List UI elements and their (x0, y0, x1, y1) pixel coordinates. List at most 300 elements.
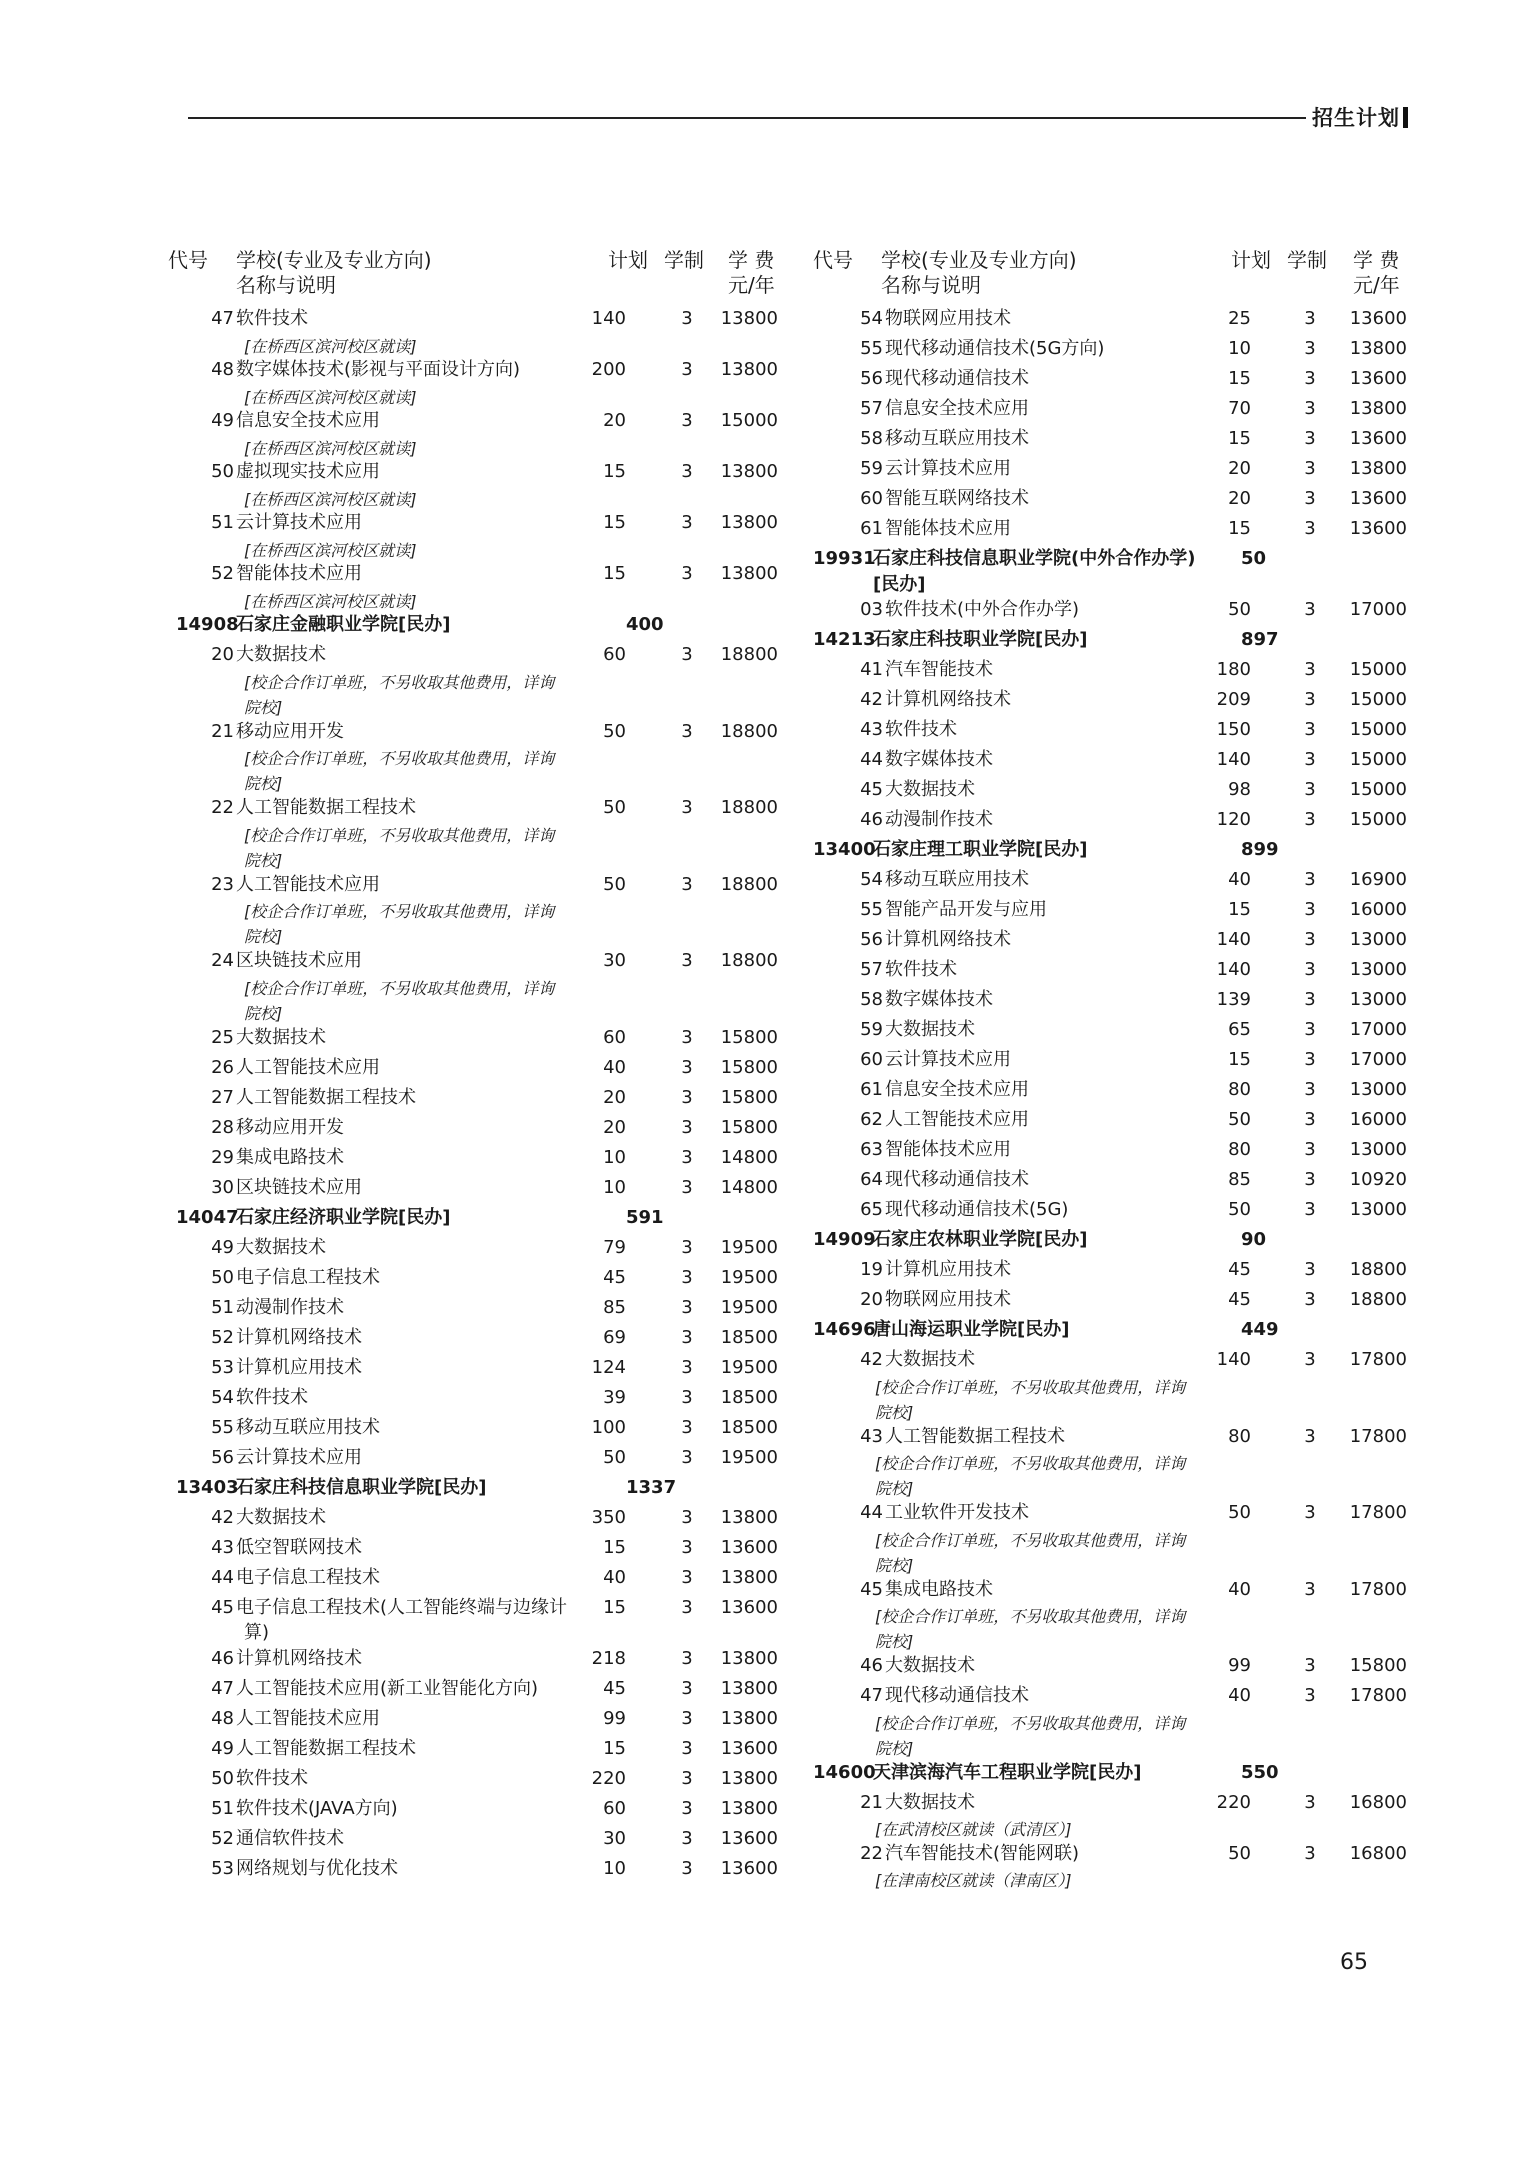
school-row (168, 1207, 788, 1237)
major-code: 60 (860, 488, 883, 509)
header-plan: 计划 (608, 248, 648, 272)
major-code: 59 (860, 458, 883, 479)
major-years: 3 (1304, 1842, 1316, 1864)
major-fee: 15800 (720, 1056, 778, 1078)
major-code: 57 (860, 959, 883, 980)
major-fee: 18500 (720, 1416, 778, 1438)
major-code: 53 (211, 1857, 234, 1879)
header-school: 学校(专业及专业方向) (236, 248, 432, 272)
major-code: 24 (211, 950, 234, 971)
major-fee: 16900 (1349, 869, 1407, 890)
major-plan: 220 (591, 1767, 626, 1789)
major-plan: 120 (1216, 809, 1251, 830)
major-fee: 13800 (1349, 338, 1407, 359)
major-plan: 40 (603, 1566, 626, 1588)
major-years: 3 (681, 1506, 693, 1528)
school-name: 天津滨海汽车工程职业学院[民办] (873, 1761, 1142, 1783)
column-header (813, 248, 1423, 308)
major-row (168, 1087, 788, 1117)
major-name: 计算机网络技术 (236, 1326, 362, 1348)
major-fee: 18800 (720, 644, 778, 665)
major-name: 数字媒体技术(影视与平面设计方向) (236, 359, 521, 380)
major-row (168, 563, 788, 614)
major-fee: 18800 (720, 873, 778, 895)
major-note: [校企合作订单班，不另收取其他费用，详询 院校] (875, 1377, 1186, 1422)
major-row (168, 461, 788, 512)
major-fee: 16000 (1349, 899, 1407, 920)
major-row (813, 428, 1423, 458)
major-code: 58 (860, 989, 883, 1010)
major-years: 3 (681, 644, 693, 665)
major-plan: 180 (1216, 659, 1251, 680)
major-plan: 45 (1228, 1289, 1251, 1310)
major-name: 网络规划与优化技术 (236, 1857, 398, 1879)
major-fee: 15000 (1349, 689, 1407, 710)
major-years: 3 (1304, 869, 1316, 890)
header-rule (188, 117, 1386, 119)
major-code: 50 (211, 461, 234, 482)
major-code: 48 (211, 359, 234, 380)
major-row (168, 1507, 788, 1537)
major-years: 3 (681, 1146, 693, 1168)
major-fee: 16800 (1349, 1791, 1407, 1813)
major-name: 现代移动通信技术 (885, 368, 1029, 389)
major-code: 27 (211, 1086, 234, 1108)
major-plan: 15 (603, 512, 626, 533)
school-name: 石家庄金融职业学院[民办] (236, 614, 451, 635)
major-code: 54 (860, 308, 883, 329)
school-plan: 90 (1241, 1229, 1267, 1250)
major-fee: 15800 (720, 1026, 778, 1048)
major-row (813, 989, 1423, 1019)
major-years: 3 (681, 1296, 693, 1318)
major-years: 3 (681, 1827, 693, 1849)
major-plan: 15 (603, 1737, 626, 1759)
major-row (168, 1447, 788, 1477)
major-years: 3 (1304, 1685, 1316, 1706)
major-years: 3 (1304, 1019, 1316, 1040)
major-fee: 15800 (720, 1086, 778, 1108)
major-years: 3 (681, 1596, 693, 1618)
major-plan: 100 (591, 1416, 626, 1438)
major-name: 物联网应用技术 (885, 1289, 1011, 1310)
major-code: 61 (860, 518, 883, 539)
major-fee: 15000 (1349, 809, 1407, 830)
major-row (168, 1537, 788, 1567)
major-plan: 25 (1228, 308, 1251, 329)
major-plan: 60 (603, 1026, 626, 1048)
major-name: 动漫制作技术 (236, 1296, 344, 1318)
major-code: 20 (211, 644, 234, 665)
header-fee: 学 费 (728, 248, 775, 272)
major-row (813, 1843, 1423, 1894)
major-name: 现代移动通信技术(5G) (885, 1199, 1069, 1220)
major-name: 现代移动通信技术 (885, 1169, 1029, 1190)
major-code: 47 (211, 1677, 234, 1699)
major-years: 3 (1304, 308, 1316, 329)
right-rows (813, 308, 1423, 1894)
major-fee: 19500 (720, 1266, 778, 1288)
school-code: 13403 (176, 1476, 239, 1498)
major-fee: 13800 (720, 1707, 778, 1729)
major-fee: 13600 (720, 1857, 778, 1879)
major-years: 3 (681, 1386, 693, 1408)
major-row (168, 721, 788, 798)
major-fee: 17800 (1349, 1349, 1407, 1370)
major-row (168, 1738, 788, 1768)
major-code: 64 (860, 1169, 883, 1190)
major-years: 3 (681, 1116, 693, 1138)
major-years: 3 (681, 1677, 693, 1699)
major-row (813, 689, 1423, 719)
major-code: 54 (860, 869, 883, 890)
major-plan: 50 (603, 1446, 626, 1468)
major-row (168, 1387, 788, 1417)
major-plan: 40 (1228, 869, 1251, 890)
major-row (168, 1027, 788, 1057)
major-fee: 13800 (720, 308, 778, 329)
major-note: [校企合作订单班，不另收取其他费用，详询 院校] (244, 749, 555, 793)
major-row (168, 1147, 788, 1177)
major-name: 大数据技术 (885, 1655, 975, 1676)
major-plan: 15 (1228, 899, 1251, 920)
major-fee: 13600 (1349, 368, 1407, 389)
major-name: 动漫制作技术 (885, 809, 993, 830)
major-years: 3 (681, 512, 693, 533)
major-years: 3 (681, 1326, 693, 1348)
major-fee: 13800 (1349, 458, 1407, 479)
major-plan: 79 (603, 1236, 626, 1258)
major-name: 计算机网络技术 (236, 1647, 362, 1669)
major-plan: 30 (603, 950, 626, 971)
major-plan: 40 (603, 1056, 626, 1078)
major-row (813, 1502, 1423, 1579)
major-plan: 20 (603, 1086, 626, 1108)
major-plan: 69 (603, 1326, 626, 1348)
header-plan: 计划 (1231, 248, 1271, 272)
school-row (813, 629, 1423, 659)
major-plan: 15 (1228, 428, 1251, 449)
major-code: 22 (860, 1842, 883, 1864)
major-code: 63 (860, 1139, 883, 1160)
major-fee: 13800 (720, 1506, 778, 1528)
major-code: 51 (211, 1296, 234, 1318)
major-code: 41 (860, 659, 883, 680)
major-note: [校企合作订单班，不另收取其他费用，详询 院校] (875, 1530, 1186, 1575)
major-plan: 220 (1216, 1791, 1251, 1813)
major-plan: 20 (603, 410, 626, 431)
major-name: 信息安全技术应用 (885, 1079, 1029, 1100)
major-row (168, 1708, 788, 1738)
major-row (813, 1019, 1423, 1049)
major-note: [校企合作订单班，不另收取其他费用，详询 院校] (875, 1607, 1186, 1651)
major-name: 计算机应用技术 (885, 1259, 1011, 1280)
school-code: 14213 (813, 629, 876, 650)
major-code: 52 (211, 563, 234, 584)
major-years: 3 (1304, 989, 1316, 1010)
major-code: 61 (860, 1079, 883, 1100)
major-fee: 15000 (720, 410, 778, 431)
major-fee: 18500 (720, 1386, 778, 1408)
major-row (168, 1237, 788, 1267)
major-note: [在桥西区滨河校区就读] (244, 489, 417, 509)
major-row (813, 809, 1423, 839)
major-name: 电子信息工程技术 (236, 1566, 380, 1588)
major-fee: 13800 (720, 1677, 778, 1699)
major-row (168, 1117, 788, 1147)
major-note: [在桥西区滨河校区就读] (244, 540, 417, 560)
major-fee: 18800 (1349, 1259, 1407, 1280)
major-plan: 10 (603, 1176, 626, 1198)
school-name: 石家庄农林职业学院[民办] (873, 1229, 1088, 1250)
major-note: [校企合作订单班，不另收取其他费用，详询 院校] (244, 902, 555, 946)
major-code: 42 (860, 1349, 883, 1370)
major-name: 电子信息工程技术 (236, 1266, 380, 1288)
major-row (813, 959, 1423, 989)
school-name: 石家庄科技信息职业学院(中外合作办学) (873, 548, 1196, 569)
major-name: 数字媒体技术 (885, 749, 993, 770)
major-name: 低空智联网技术 (236, 1536, 362, 1558)
major-years: 3 (1304, 1079, 1316, 1100)
major-code: 43 (211, 1536, 234, 1558)
major-note: [在桥西区滨河校区就读] (244, 387, 417, 407)
header-title: 招生计划 (1312, 106, 1400, 130)
major-row (813, 1199, 1423, 1229)
major-fee: 16000 (1349, 1109, 1407, 1130)
major-code: 42 (211, 1506, 234, 1528)
major-row (813, 1109, 1423, 1139)
major-fee: 17800 (1349, 1502, 1407, 1523)
major-years: 3 (681, 1857, 693, 1879)
major-name: 通信软件技术 (236, 1827, 344, 1849)
major-code: 57 (860, 398, 883, 419)
major-years: 3 (1304, 1425, 1316, 1447)
major-row (813, 1169, 1423, 1199)
major-fee: 13800 (720, 1767, 778, 1789)
major-code: 58 (860, 428, 883, 449)
major-name: 大数据技术 (236, 644, 326, 665)
school-name: 石家庄经济职业学院[民办] (236, 1206, 451, 1228)
major-code: 22 (211, 797, 234, 818)
major-plan: 140 (1216, 959, 1251, 980)
major-code: 21 (211, 720, 234, 742)
major-code: 55 (211, 1416, 234, 1438)
header-bar (1403, 107, 1408, 128)
major-code: 21 (860, 1791, 883, 1813)
major-row (813, 368, 1423, 398)
major-fee: 15800 (720, 1116, 778, 1138)
major-code: 03 (860, 599, 883, 620)
major-code: 50 (211, 1767, 234, 1789)
major-plan: 15 (1228, 368, 1251, 389)
major-plan: 80 (1228, 1079, 1251, 1100)
major-years: 3 (681, 1086, 693, 1108)
major-plan: 60 (603, 644, 626, 665)
major-name: 人工智能技术应用(新工业智能化方向) (236, 1677, 539, 1699)
major-name: 大数据技术 (885, 1349, 975, 1370)
major-row (813, 488, 1423, 518)
major-code: 54 (211, 1386, 234, 1408)
major-name: 物联网应用技术 (885, 308, 1011, 329)
major-code: 23 (211, 873, 234, 895)
major-code: 65 (860, 1199, 883, 1220)
major-years: 3 (681, 1056, 693, 1078)
major-name-cont: 算) (244, 1622, 270, 1643)
major-years: 3 (681, 1446, 693, 1468)
major-row (168, 644, 788, 721)
major-row (813, 1259, 1423, 1289)
major-note: [在津南校区就读（津南区）] (875, 1871, 1072, 1890)
major-plan: 65 (1228, 1019, 1251, 1040)
major-fee: 13000 (1349, 959, 1407, 980)
major-name: 计算机应用技术 (236, 1356, 362, 1378)
major-plan: 50 (1228, 599, 1251, 620)
major-years: 3 (681, 950, 693, 971)
major-years: 3 (1304, 518, 1316, 539)
major-fee: 13600 (1349, 308, 1407, 329)
major-years: 3 (1304, 659, 1316, 680)
major-years: 3 (1304, 1199, 1316, 1220)
major-years: 3 (1304, 398, 1316, 419)
major-plan: 15 (603, 461, 626, 482)
major-years: 3 (681, 1767, 693, 1789)
major-plan: 50 (1228, 1109, 1251, 1130)
major-row (168, 1417, 788, 1447)
school-name: 唐山海运职业学院[民办] (873, 1319, 1070, 1340)
major-years: 3 (1304, 749, 1316, 770)
major-years: 3 (1304, 1578, 1316, 1600)
school-name: 石家庄科技职业学院[民办] (873, 629, 1088, 650)
major-plan: 200 (591, 359, 626, 380)
major-plan: 15 (603, 1596, 626, 1618)
major-code: 52 (211, 1827, 234, 1849)
major-years: 3 (1304, 488, 1316, 509)
major-note: [在桥西区滨河校区就读] (244, 438, 417, 458)
major-fee: 19500 (720, 1446, 778, 1468)
major-code: 55 (860, 338, 883, 359)
major-fee: 13600 (720, 1536, 778, 1558)
major-years: 3 (681, 873, 693, 895)
major-row (813, 1685, 1423, 1762)
major-fee: 17800 (1349, 1685, 1407, 1706)
major-row (168, 1678, 788, 1708)
major-name: 大数据技术 (236, 1236, 326, 1258)
major-years: 3 (681, 797, 693, 818)
major-fee: 10920 (1349, 1169, 1407, 1190)
major-code: 50 (211, 1266, 234, 1288)
major-plan: 10 (603, 1857, 626, 1879)
major-fee: 13000 (1349, 929, 1407, 950)
major-name: 人工智能数据工程技术 (236, 797, 416, 818)
major-fee: 13600 (720, 1596, 778, 1618)
major-plan: 85 (1228, 1169, 1251, 1190)
school-name: 石家庄理工职业学院[民办] (873, 839, 1088, 860)
major-years: 3 (681, 1416, 693, 1438)
school-row (168, 1477, 788, 1507)
major-code: 46 (860, 1655, 883, 1676)
major-plan: 50 (603, 720, 626, 742)
major-plan: 15 (1228, 518, 1251, 539)
major-name: 智能体技术应用 (885, 518, 1011, 539)
school-plan: 591 (626, 1206, 664, 1228)
major-fee: 15800 (1349, 1655, 1407, 1676)
major-row (813, 779, 1423, 809)
major-row (168, 1267, 788, 1297)
major-row (168, 1798, 788, 1828)
school-plan: 897 (1241, 629, 1279, 650)
major-fee: 13600 (1349, 488, 1407, 509)
major-row (813, 749, 1423, 779)
header-fee-unit: 元/年 (1353, 273, 1400, 297)
major-row (813, 1426, 1423, 1503)
major-name: 工业软件开发技术 (885, 1502, 1029, 1523)
major-years: 3 (681, 1797, 693, 1819)
major-fee: 13800 (720, 512, 778, 533)
major-code: 59 (860, 1019, 883, 1040)
major-years: 3 (1304, 929, 1316, 950)
major-code: 51 (211, 1797, 234, 1819)
major-code: 47 (211, 308, 234, 329)
major-plan: 30 (603, 1827, 626, 1849)
major-row (813, 1349, 1423, 1426)
major-name: 集成电路技术 (885, 1578, 993, 1600)
school-plan: 50 (1241, 548, 1267, 569)
major-years: 3 (1304, 779, 1316, 800)
major-note: [在桥西区滨河校区就读] (244, 336, 417, 356)
major-code: 19 (860, 1259, 883, 1280)
major-fee: 17800 (1349, 1425, 1407, 1447)
major-plan: 15 (1228, 1049, 1251, 1070)
major-row (813, 719, 1423, 749)
school-code: 19931 (813, 548, 876, 569)
major-fee: 13800 (720, 1797, 778, 1819)
major-name: 计算机网络技术 (885, 929, 1011, 950)
major-plan: 20 (1228, 458, 1251, 479)
header-years: 学制 (664, 248, 704, 272)
school-row (168, 614, 788, 644)
major-name: 软件技术 (236, 1386, 308, 1408)
major-years: 3 (1304, 1502, 1316, 1523)
school-code: 14600 (813, 1761, 876, 1783)
major-plan: 99 (603, 1707, 626, 1729)
major-name: 移动互联应用技术 (236, 1416, 380, 1438)
major-name: 智能互联网络技术 (885, 488, 1029, 509)
major-row (168, 1177, 788, 1207)
major-years: 3 (681, 1647, 693, 1669)
major-years: 3 (1304, 809, 1316, 830)
major-years: 3 (1304, 1289, 1316, 1310)
major-code: 26 (211, 1056, 234, 1078)
header-code: 代号 (168, 248, 208, 272)
school-row (813, 548, 1423, 599)
major-fee: 13600 (1349, 428, 1407, 449)
major-name: 数字媒体技术 (885, 989, 993, 1010)
major-years: 3 (1304, 428, 1316, 449)
major-years: 3 (1304, 338, 1316, 359)
major-row (813, 1289, 1423, 1319)
major-name: 云计算技术应用 (236, 512, 362, 533)
major-years: 3 (1304, 1791, 1316, 1813)
major-name: 智能体技术应用 (885, 1139, 1011, 1160)
major-row (813, 659, 1423, 689)
major-code: 45 (211, 1596, 234, 1618)
major-name: 大数据技术 (236, 1506, 326, 1528)
major-fee: 13600 (720, 1827, 778, 1849)
header-fee-unit: 元/年 (728, 273, 775, 297)
major-years: 3 (1304, 599, 1316, 620)
major-row (168, 512, 788, 563)
major-fee: 15000 (1349, 719, 1407, 740)
